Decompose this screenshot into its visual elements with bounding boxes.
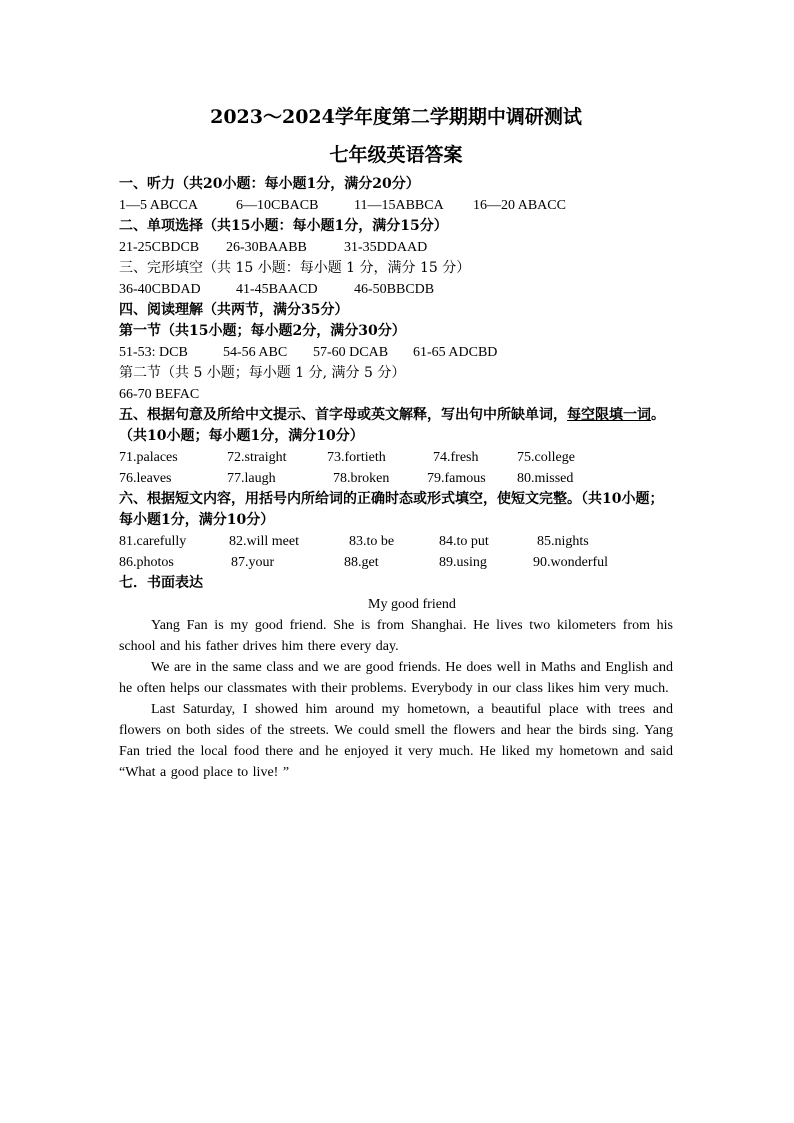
section-1-answers — [119, 195, 673, 216]
answer-item: 81.carefully — [119, 534, 187, 549]
answer-item: 80.missed — [517, 471, 574, 486]
section-6-answers-row-2 — [119, 552, 673, 573]
page-subtitle: 七年级英语答案 — [329, 144, 463, 166]
section-6-heading: 六、根据短文内容，用括号内所给词的正确时态或形式填空，使短文完整。（共10小题；每小题1分，满分10分） — [119, 491, 664, 528]
answer-item: 85.nights — [537, 534, 589, 549]
answer-item: 84.to put — [439, 534, 489, 549]
answer-group: 36-40CBDAD — [119, 282, 201, 297]
answer-group: 66-70 BEFAC — [119, 387, 200, 402]
answer-item: 73.fortieth — [327, 450, 386, 465]
answer-item: 78.broken — [333, 471, 390, 486]
answer-item: 79.famous — [427, 471, 486, 486]
answer-group: 46-50BBCDB — [354, 282, 435, 297]
section-4-part-1-answers — [119, 342, 673, 363]
essay-paragraph: We are in the same class and we are good friends. He does well in Maths and English and he often helps our classmates with their problems. Everybody in our class likes him very much. — [119, 660, 673, 696]
section-3-answers — [119, 279, 673, 300]
answer-item: 90.wonderful — [533, 555, 609, 570]
section-5-heading-underlined-2: 限填一词 — [595, 407, 651, 423]
answer-group: 6—10CBACB — [236, 198, 319, 213]
answer-group: 31-35DDAAD — [344, 240, 428, 255]
answer-group: 57-60 DCAB — [313, 345, 389, 360]
section-4-part-2-heading: 第二节（共 5 小题；每小题 1 分, 满分 5 分） — [119, 365, 406, 381]
answer-item: 87.your — [231, 555, 275, 570]
section-6-answers-row-1 — [119, 531, 673, 552]
essay-title: My good friend — [368, 597, 456, 612]
section-4-part-1-heading: 第一节（共15小题；每小题2分，满分30分） — [119, 323, 406, 339]
answer-item: 74.fresh — [433, 450, 479, 465]
answer-item: 86.photos — [119, 555, 174, 570]
answer-group: 1—5 ABCCA — [119, 198, 198, 213]
section-5-answers-row-2 — [119, 468, 673, 489]
section-1-heading: 一、听力（共20小题：每小题1分，满分20分） — [119, 176, 420, 192]
section-7-heading: 七．书面表达 — [119, 575, 203, 591]
answer-item: 82.will meet — [229, 534, 299, 549]
section-5-heading-score: 。（共10小题；每小题1分，满分10分） — [119, 407, 665, 444]
section-5-heading — [119, 405, 673, 447]
answer-item: 76.leaves — [119, 471, 172, 486]
answer-group: 26-30BAABB — [226, 240, 307, 255]
answer-group: 61-65 ADCBD — [413, 345, 498, 360]
section-3-heading: 三、完形填空（共 15 小题：每小题 1 分，满分 15 分） — [119, 260, 471, 276]
essay-paragraph: Last Saturday, I showed him around my hometown, a beautiful place with trees and flowers on both sides of the streets. We could smell the flowers and hear the birds sing. Yang Fan tried the local food there and he enjoyed it very much. He liked my hometown and said “What a good place to live! ” — [119, 702, 673, 780]
answer-item: 83.to be — [349, 534, 395, 549]
answer-item: 77.laugh — [227, 471, 276, 486]
answer-group: 21-25CBDCB — [119, 240, 200, 255]
essay-paragraph: Yang Fan is my good friend. She is from Shanghai. He lives two kilometers from his school and his father drives him there every day. — [119, 618, 673, 654]
section-2-heading: 二、单项选择（共15小题：每小题1分，满分15分） — [119, 218, 448, 234]
answer-group: 51-53: DCB — [119, 345, 188, 360]
answer-group: 54-56 ABC — [223, 345, 288, 360]
answer-item: 72.straight — [227, 450, 287, 465]
section-5-heading-text: 五、根据句意及所给中文提示、首字母或英文解释，写出句中所缺单词， — [119, 407, 567, 423]
section-2-answers — [119, 237, 673, 258]
answer-group: 16—20 ABACC — [473, 198, 566, 213]
answer-sheet — [119, 104, 673, 783]
section-5-answers-row-1 — [119, 447, 673, 468]
answer-group: 41-45BAACD — [236, 282, 318, 297]
answer-item: 71.palaces — [119, 450, 178, 465]
answer-group: 11—15ABBCA — [354, 198, 444, 213]
page-title: 2023～2024学年度第二学期期中调研测试 — [210, 106, 582, 128]
answer-item: 88.get — [344, 555, 379, 570]
section-4-part-2-answers — [119, 384, 673, 405]
answer-item: 75.college — [517, 450, 575, 465]
section-4-heading: 四、阅读理解（共两节，满分35分） — [119, 302, 349, 318]
answer-item: 89.using — [439, 555, 487, 570]
section-5-heading-underlined: 每空 — [567, 407, 595, 423]
